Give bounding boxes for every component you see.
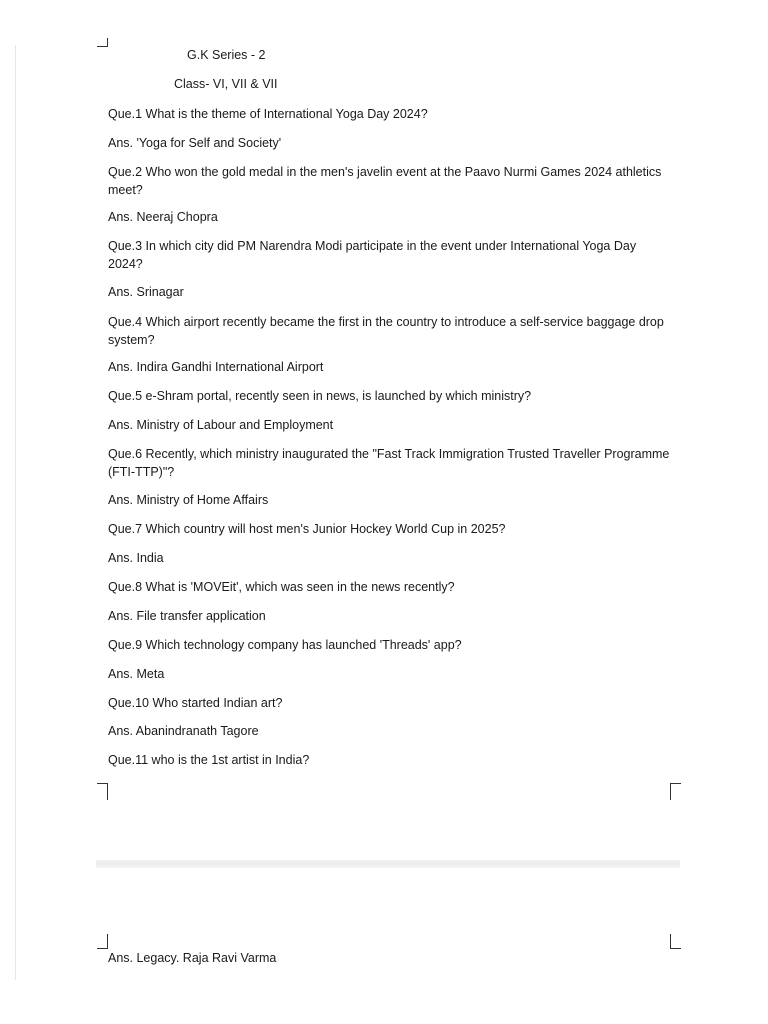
question-7: Que.7 Which country will host men's Junior Hockey World Cup in 2025? (108, 522, 506, 536)
answer-2: Ans. Neeraj Chopra (108, 210, 218, 224)
page2-corner-mark-top-left (97, 934, 108, 949)
answer-1: Ans. 'Yoga for Self and Society' (108, 136, 282, 150)
class-line: Class- VI, VII & VII (174, 77, 278, 91)
question-4: Que.4 Which airport recently became the first in the country to introduce a self-service baggage drop system? (108, 315, 664, 347)
question-5: Que.5 e-Shram portal, recently seen in news, is launched by which ministry? (108, 389, 532, 403)
page-break (96, 860, 680, 868)
page2-corner-mark-top-right (670, 934, 681, 949)
question-6: Que.6 Recently, which ministry inaugurated the "Fast Track Immigration Trusted Traveller Programme (FTI-TTP)"? (108, 447, 670, 479)
answer-4: Ans. Indira Gandhi International Airport (108, 360, 324, 374)
question-10: Que.10 Who started Indian art? (108, 696, 283, 710)
page-corner-mark-bottom-left (97, 783, 108, 800)
answer-11: Ans. Legacy. Raja Ravi Varma (108, 951, 277, 965)
answer-5: Ans. Ministry of Labour and Employment (108, 418, 334, 432)
page-corner-mark-top-left (97, 38, 108, 47)
answer-10: Ans. Abanindranath Tagore (108, 724, 259, 738)
page-corner-mark-bottom-right (670, 783, 681, 800)
answer-8: Ans. File transfer application (108, 609, 266, 623)
question-3: Que.3 In which city did PM Narendra Modi participate in the event under International Yoga Day 2024? (108, 239, 637, 271)
question-8: Que.8 What is 'MOVEit', which was seen in the news recently? (108, 580, 455, 594)
answer-7: Ans. India (108, 551, 164, 565)
question-2: Que.2 Who won the gold medal in the men's javelin event at the Paavo Nurmi Games 2024 athletics meet? (108, 165, 662, 197)
series-title: G.K Series - 2 (187, 48, 266, 62)
answer-9: Ans. Meta (108, 667, 165, 681)
question-1: Que.1 What is the theme of International Yoga Day 2024? (108, 107, 428, 121)
question-11: Que.11 who is the 1st artist in India? (108, 753, 310, 767)
answer-6: Ans. Ministry of Home Affairs (108, 493, 269, 507)
answer-3: Ans. Srinagar (108, 285, 184, 299)
question-9: Que.9 Which technology company has launched 'Threads' app? (108, 638, 462, 652)
page-left-edge (15, 45, 16, 980)
